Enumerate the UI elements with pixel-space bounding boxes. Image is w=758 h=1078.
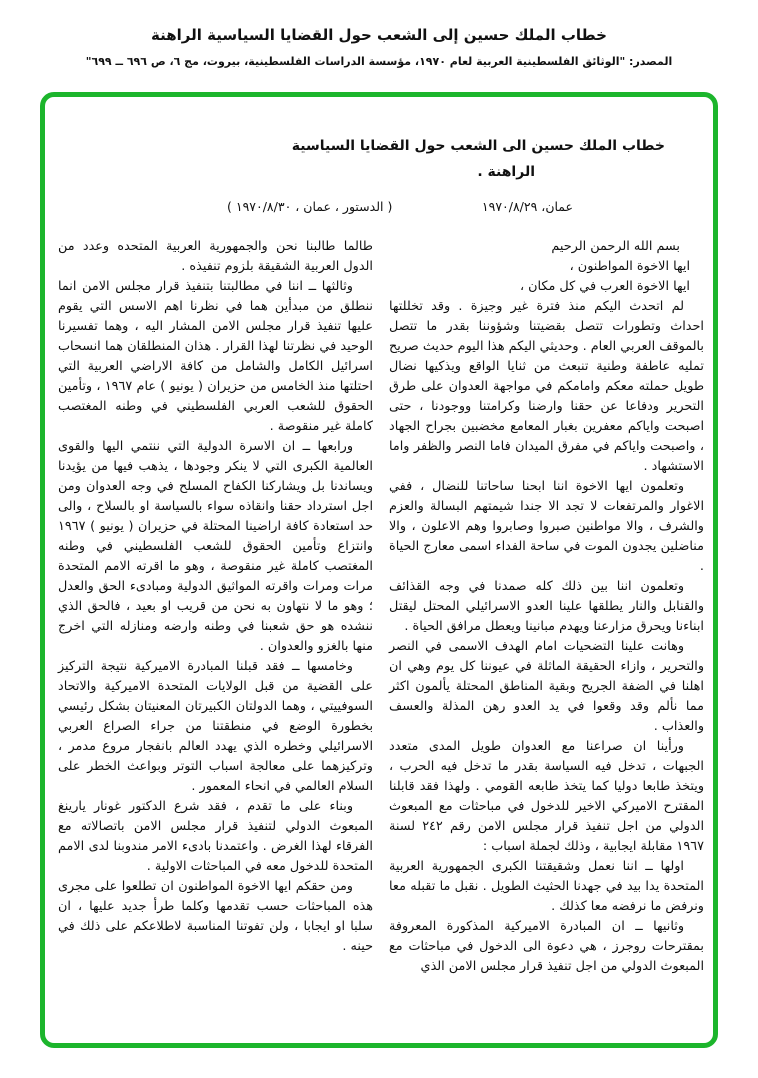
document-heading-line-2: الراهنة . <box>477 164 535 180</box>
dateline-newspaper-ref: ( الدستور ، عمان ، ١٩٧٠/٨/٣٠ ) <box>227 199 393 214</box>
document-frame <box>40 92 718 1048</box>
paragraph: وتعلمون اننا بين ذلك كله صمدنا في وجه القذائف والقنابل والنار يطلقها علينا العدو الاسرائيلي المحتل ليقتل ابناءنا ويحرق مزارعنا ويهدم مبانينا ويعطل مرافق الحياة . <box>389 579 704 634</box>
paragraph: ايها الاخوة العرب في كل مكان ، <box>519 279 690 294</box>
column-right <box>389 237 704 977</box>
paragraph: لم اتحدث اليكم منذ فترة غير وجيزة . وقد تخللتها احداث وتطورات تتصل بقضيتنا وشؤوننا بقدر ما تتصل بالموقف العربي العام . وحديثي اليكم هذا اليوم حديث صريح تمليه عاطفة وطنية تنبعث من ثنايا الواقع ويذكيها نضال طويل حملته معكم وامامكم في مواجهة العدوان على طرق التحرير ودفاعا عن حقنا وارضنا وكرامتنا ووجودنا ، حتى اصبحت واياكم معفرين بغبار المعامع مخضبين بجراح الجهاد ، واصبحت واياكم في مفرق الميدان فاما النصر والظفر واما الاستشهاد . <box>389 299 704 474</box>
dateline-place-date: عمان، ١٩٧٠/٨/٢٩ <box>481 199 573 214</box>
paragraph: ايها الاخوة المواطنون ، <box>569 259 690 274</box>
paragraph: وثانيها ــ ان المبادرة الاميركية المذكورة المعروفة بمقترحات روجرز ، هي دعوة الى الدخول في مباحثات مع المبعوث الدولي من اجل تنفيذ قرار مجلس الامن الذي <box>389 919 704 974</box>
document-heading <box>85 133 665 185</box>
paragraph: وتعلمون ايها الاخوة اننا ابحنا ساحاتنا للنضال ، ففي الاغوار والمرتفعات لا تجد الا جندا شيمتهم البسالة والعزم والشرف ، والا مواطنين صبروا وصابروا وهم الاعلون ، والا مناضلين يجدون الموت في ساحة الفداء اسمى معارج الحياة . <box>389 479 704 574</box>
column-left <box>58 237 373 977</box>
paragraph: ورابعها ــ ان الاسرة الدولية التي ننتمي اليها والقوى العالمية الكبرى التي لا ينكر وجودها ، يذهب فيها من يؤيدنا ويساندنا بل ويشاركنا الكفاح المسلح في وجه العدوان ومن اجل استرداد حقنا وانقاذه سواء بالسياسة او بالسلاح ، والى حد استعادة كافة اراضينا المحتلة في حزيران ( يونيو ) ١٩٦٧ وانتزاع وتأمين الحقوق للشعب الفلسطيني في وطنه المغتصب كاملة غير منقوصة ، وهو ما اقرته الامم المتحدة مرات ومرات واقرته المواثيق الدولية ومبادىء الحق والعدل ؛ وهو ما لا نتهاون به نحن من قريب او بعيد ، فالحق الذي ننشده هو حق شعبنا في وطنه وارضه ومنازله التي اخرج منها بالغزو والعدوان . <box>58 439 373 654</box>
dateline <box>45 199 713 221</box>
paragraph: طالما طالبنا نحن والجمهورية العربية المتحده وعدد من الدول العربية الشقيقة بلزوم تنفيذه . <box>58 239 373 274</box>
paragraph: وخامسها ــ فقد قبلنا المبادرة الاميركية نتيجة التركيز على القضية من قبل الولايات المتحدة الاميركية والاتحاد السوفييتي ، وهما الدولتان الكبيرتان المعنيتان بشكل رئيسي بخطورة الوضع في منطقتنا من جراء الصراع العربي الاسرائيلي وخطره الذي يهدد العالم بانفجار مروع مدمر ، وتركيزهما على معالجة اسباب التوتر وبواعث الخطر على السلام العالمي في انحاء المعمور . <box>58 659 373 794</box>
document-heading-line-1: خطاب الملك حسين الى الشعب حول القضايا السياسية <box>291 138 665 154</box>
paragraph: ورأينا ان صراعنا مع العدوان طويل المدى متعدد الجبهات ، تدخل فيه السياسة بقدر ما تدخل فيه الحرب ، ويتخذ طابعا دوليا كما يتخذ طابعه القومي . ولهذا فقد قابلنا المقترح الاميركي الاخير للدخول في مباحثات مع المبعوث الدولي من اجل تنفيذ قرار مجلس الامن رقم ٢٤٢ لسنة ١٩٦٧ مقابلة ايجابية ، وذلك لجملة اسباب : <box>389 739 704 854</box>
source-citation: المصدر: "الوثائق الفلسطينية العربية لعام ١٩٧٠، مؤسسة الدراسات الفلسطينية، بيروت، مج ٦، ص ٦٩٦ ــ ٦٩٩" <box>85 55 673 68</box>
paragraph: بسم الله الرحمن الرحيم <box>551 239 680 254</box>
paragraph: اولها ــ اننا نعمل وشقيقتنا الكبرى الجمهورية العربية المتحدة يدا بيد في جهدنا الحثيث الطويل . نقبل ما تقبله معا ونرفض ما نرفضه معا كذلك . <box>389 859 704 914</box>
paragraph: وثالثها ــ اننا في مطالبتنا بتنفيذ قرار مجلس الامن انما ننطلق من مبدأين هما في نظرنا اهم الاسس التي يقوم عليها تنفيذ قرار مجلس الامن المشار اليه ، وهما تفسيرنا الوحيد في نظرتنا لهذا القرار . هذان المنطلقان هما انسحاب اسرائيل الكامل والشامل من كافة الاراضي العربية التي احتلتها منذ الخامس من حزيران ( يونيو ) عام ١٩٦٧ ، وتأمين الحقوق للشعب العربي الفلسطيني في وطنه المغتصب كاملة غير منقوصة . <box>58 279 373 434</box>
paragraph: ومن حقكم ايها الاخوة المواطنون ان تطلعوا على مجرى هذه المباحثات حسب تقدمها وكلما طرأ جديد عليها ، ان سلبا او ايجابا ، ولن تفوتنا المناسبة لاطلاعكم على ذلك في حينه . <box>58 879 373 954</box>
paragraph: وبناء على ما تقدم ، فقد شرع الدكتور غونار يارينغ المبعوث الدولي لتنفيذ قرار مجلس الامن باتصالاته مع الفرقاء لهذا الغرض . واعتمدنا بادىء الامر مندوبنا لدى الامم المتحدة للدخول معه في المباحثات الاولية . <box>58 799 373 874</box>
two-column-body <box>45 221 713 977</box>
page-title: خطاب الملك حسين إلى الشعب حول القضايا السياسية الراهنة <box>151 26 607 44</box>
paragraph: وهانت علينا التضحيات امام الهدف الاسمى في النصر والتحرير ، وازاء الحقيقة الماثلة في عيوننا كل يوم وهي ان اهلنا في الضفة الجريح وبقية المناطق المحتلة يألمون اكثر مما نألم وقد وقعوا في يد العدو رهن المذلة والعسف والعذاب . <box>389 639 704 734</box>
